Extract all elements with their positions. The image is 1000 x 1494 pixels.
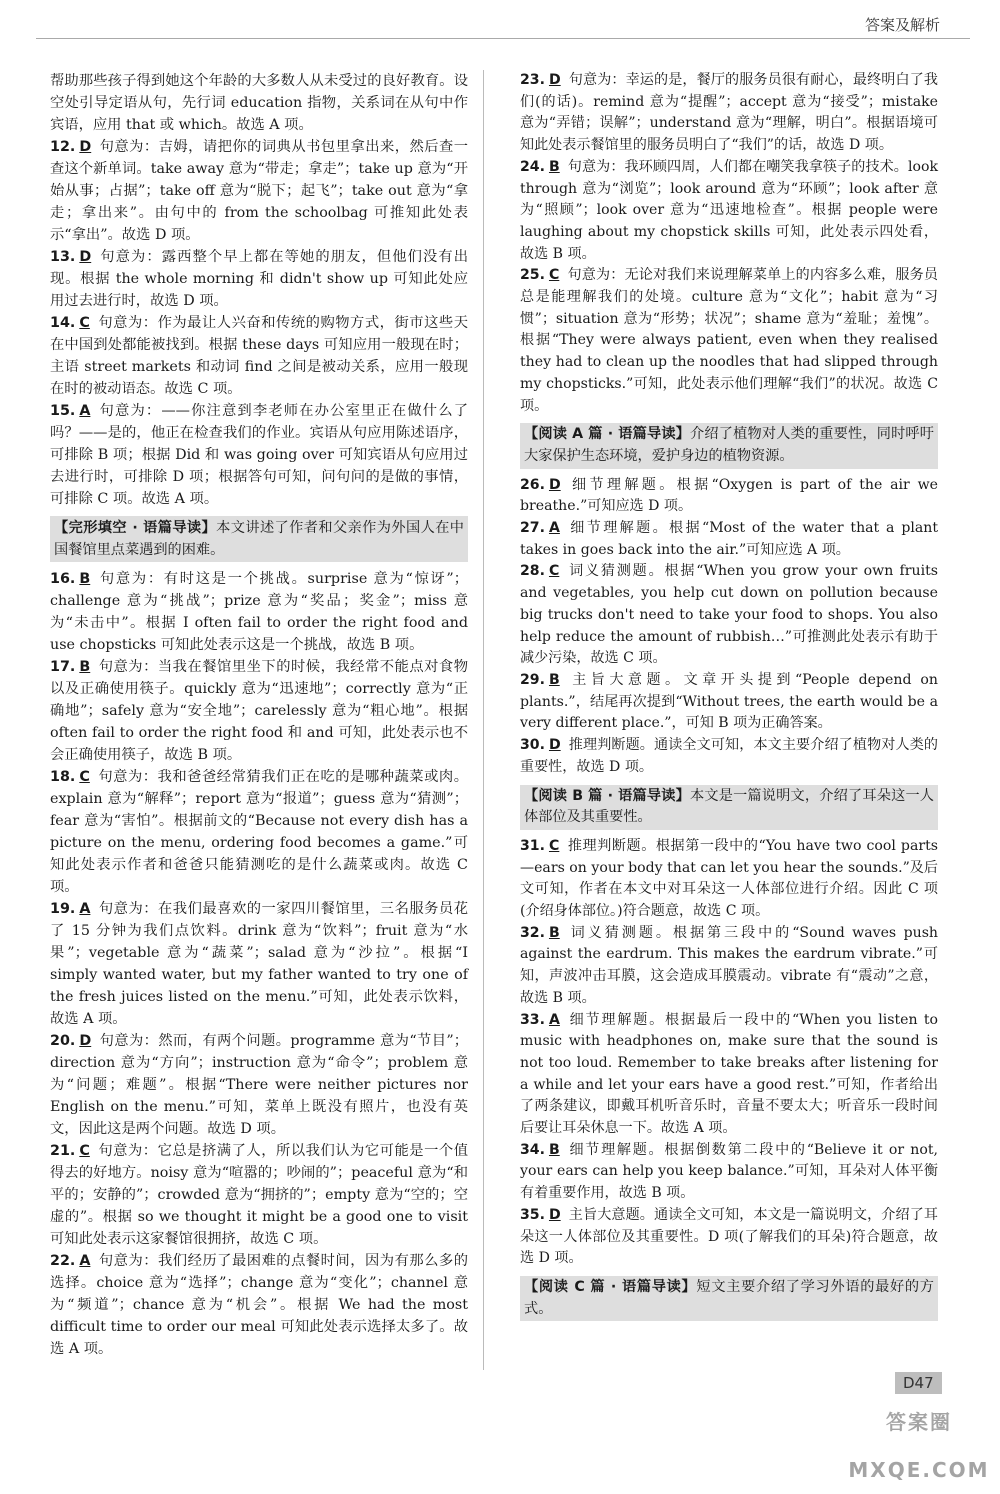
question-number: 21.	[50, 1143, 76, 1159]
left-answer-list-b	[50, 568, 468, 1360]
answer-letter: D	[79, 249, 92, 265]
answer-letter: A	[79, 1253, 91, 1269]
continuation-text: 帮助那些孩子得到她这个年龄的大多数人从未受过的良好教育。设空处引导定语从句，先行词 education 指物，关系词在从句中作宾语，应用 that 或 which。故选 A 项。	[50, 73, 468, 133]
answer-item	[50, 1250, 468, 1360]
explanation-text: 句意为：无论对我们来说理解菜单上的内容多么难，服务员总是能理解我们的处境。culture 意为“文化”；habit 意为“习惯”；situation 意为“形势；状况”；shame 意为“羞耻；羞愧”。根据“They were always patient, even when they realised they had to clean up the noodles that had slipped through my chopsticks.”可知，此处表示他们理解“我们”的状况。故选 C 项。	[520, 267, 938, 414]
answer-letter: D	[548, 72, 561, 88]
answer-letter: C	[79, 315, 90, 331]
answer-item	[50, 312, 468, 400]
question-number: 20.	[50, 1033, 76, 1049]
question-number: 22.	[50, 1253, 76, 1269]
guide-text: 短文主要介绍了学习外语的最好的方式。	[524, 1278, 934, 1317]
answer-letter: D	[548, 476, 561, 493]
answer-item	[520, 1010, 938, 1140]
answer-letter: A	[548, 1011, 560, 1028]
answer-item	[520, 836, 938, 923]
explanation-text: 句意为：我和爸爸经常猜我们正在吃的是哪种蔬菜或肉。explain 意为“解释”；report 意为“报道”；guess 意为“猜测”；fear 意为“害怕”。根据前文的“Because not every dish has a picture on the menu, ordering food becomes a game.”可知此处表示作者和爸爸只能猜测吃的是什么蔬菜或肉。故选 C 项。	[50, 769, 468, 895]
question-number: 16.	[50, 571, 76, 587]
explanation-text: 细节理解题。根据“Oxygen is part of the air we breathe.”可知应选 D 项。	[520, 476, 938, 515]
question-number: 18.	[50, 769, 76, 785]
explanation-text: 细节理解题。根据“Most of the water that a plant takes in goes back into the air.”可知应选 A 项。	[520, 520, 938, 558]
answer-item	[520, 1205, 938, 1270]
explanation-text: 句意为：露西整个早上都在等她的朋友，但他们没有出现。根据 the whole morning 和 didn't show up 可知此处应用过去进行时，故选 D 项。	[50, 249, 468, 309]
answer-item	[50, 656, 468, 766]
watermark-logo: 答案圈 MXQE.COM	[848, 1410, 990, 1482]
answer-item	[520, 670, 938, 735]
question-number: 17.	[50, 659, 76, 675]
answer-item	[520, 735, 938, 778]
question-number: 13.	[50, 249, 76, 265]
answer-item	[520, 475, 938, 518]
guide-tag: 【阅读 B 篇 · 语篇导读】	[524, 787, 690, 804]
answer-letter: B	[548, 671, 560, 688]
guide-text: 介绍了植物对人类的重要性，同时呼吁大家保护生态环境，爱护身边的植物资源。	[524, 426, 934, 464]
answer-letter: B	[79, 571, 91, 587]
answer-letter: B	[548, 158, 560, 175]
question-number: 15.	[50, 403, 76, 419]
answer-item	[50, 1140, 468, 1250]
guide-tag: 【阅读 C 篇 · 语篇导读】	[524, 1278, 697, 1295]
answer-letter: B	[548, 924, 560, 941]
question-number: 14.	[50, 315, 76, 331]
answer-letter: B	[79, 659, 91, 675]
answer-item	[520, 1140, 938, 1205]
answer-letter: C	[548, 267, 560, 284]
explanation-text: 主旨大意题。文章开头提到“People depend on plants.”，结尾再次提到“Without trees, the earth would be a very different place.”，可知 B 项为正确答案。	[520, 671, 938, 732]
answer-item	[520, 518, 938, 561]
answer-letter: A	[548, 520, 560, 537]
answer-letter: D	[548, 1206, 561, 1223]
answer-item	[520, 70, 938, 157]
question-number: 35.	[520, 1206, 545, 1223]
answer-letter: C	[548, 837, 560, 854]
question-number: 19.	[50, 901, 76, 917]
column-divider	[483, 70, 484, 1370]
question-number: 33.	[520, 1011, 545, 1028]
page-number: D47	[895, 1372, 942, 1394]
explanation-text: 句意为：当我在餐馆里坐下的时候，我经常不能点对食物以及正确使用筷子。quickly 意为“迅速地”；correctly 意为“正确地”；safely 意为“安全地”；carelessly 意为“粗心地”。根据 often fail to order the right food 和 and 可知，此处表示也不会正确使用筷子，故选 B 项。	[50, 659, 468, 763]
question-number: 28.	[520, 563, 545, 580]
explanation-text: 推理判断题。根据第一段中的“You have two cool parts—ears on your body that can let you hear the sounds.”及后文可知，作者在本文中对耳朵这一人体部位进行介绍。因此 C 项(介绍身体部位。)符合题意，故选 C 项。	[520, 837, 938, 920]
explanation-text: 主旨大意题。通读全文可知，本文是一篇说明文，介绍了耳朵这一人体部位及其重要性。D 项(了解我们的耳朵)符合题意，故选 D 项。	[520, 1206, 938, 1267]
question-number: 12.	[50, 139, 76, 155]
question-number: 24.	[520, 158, 545, 175]
answer-letter: A	[79, 403, 91, 419]
guide-tag: 【完形填空 · 语篇导读】	[54, 520, 217, 536]
explanation-text: 句意为：我们经历了最困难的点餐时间，因为有那么多的选择。choice 意为“选择”；change 意为“变化”；channel 意为“频道”；chance 意为“机会”。根据 We had the most difficult time to order our meal 可知此处表示选择太多了。故选 A 项。	[50, 1253, 468, 1357]
answer-letter: C	[79, 769, 90, 785]
answer-letter: C	[79, 1143, 90, 1159]
explanation-text: 句意为：然而，有两个问题。programme 意为“节目”；direction 意为“方向”；instruction 意为“命令”；problem 意为“问题；难题”。根据“There were neither pictures nor English on the menu.”可知，菜单上既没有照片，也没有英文，因此这是两个问题。故选 D 项。	[50, 1033, 468, 1137]
explanation-text: 句意为：吉姆，请把你的词典从书包里拿出来，然后查一查这个新单词。take away 意为“带走；拿走”；take up 意为“开始从事；占据”；take off 意为“脱下；起飞”；take out 意为“拿走；拿出来”。由句中的 from the schoolbag 可推知此处表示“拿出”。故选 D 项。	[50, 139, 468, 243]
right-answer-list-c	[520, 836, 938, 1270]
answer-item	[50, 136, 468, 246]
reading-b-guide	[520, 785, 938, 830]
answer-item	[50, 568, 468, 656]
guide-text: 本文是一篇说明文，介绍了耳朵这一人体部位及其重要性。	[524, 787, 934, 826]
question-number: 23.	[520, 72, 545, 88]
answer-item	[50, 766, 468, 898]
answer-item	[50, 898, 468, 1030]
question-number: 25.	[520, 267, 545, 284]
guide-text: 本文讲述了作者和父亲作为外国人在中国餐馆里点菜遇到的困难。	[54, 520, 464, 558]
answer-item	[520, 923, 938, 1010]
answer-letter: B	[548, 1141, 560, 1158]
explanation-text: 句意为：在我们最喜欢的一家四川餐馆里，三名服务员花了 15 分钟为我们点饮料。drink 意为“饮料”；fruit 意为“水果”；vegetable 意为“蔬菜”；salad 意为“沙拉”。根据“I simply wanted water, but my father wanted to try one of the fresh juices listed on the menu.”可知，此处表示饮料，故选 A 项。	[50, 901, 468, 1027]
explanation-text: 句意为：我环顾四周，人们都在嘲笑我拿筷子的技术。look through 意为“浏览”；look around 意为“环顾”；look after 意为“照顾”；look over 意为“迅速地检查”。根据 people were laughing about my chopstick skills 可知，此处表示四处看，故选 B 项。	[520, 158, 938, 262]
question-number: 26.	[520, 476, 545, 493]
answer-letter: A	[79, 901, 91, 917]
explanation-text: 推理判断题。通读全文可知，本文主要介绍了植物对人类的重要性，故选 D 项。	[520, 737, 938, 775]
right-answer-list-a	[520, 70, 938, 417]
left-answer-list-a	[50, 136, 468, 510]
answer-letter: D	[79, 1033, 92, 1049]
right-column	[520, 70, 938, 1327]
question-number: 31.	[520, 837, 545, 854]
page-header-title: 答案及解析	[864, 16, 940, 34]
question-number: 27.	[520, 520, 545, 537]
guide-tag: 【阅读 A 篇 · 语篇导读】	[524, 426, 691, 443]
explanation-text: 句意为：作为最让人兴奋和传统的购物方式，街市这些天在中国到处都能被找到。根据 these days 可知应用一般现在时；主语 street markets 和动词 find 之间是被动关系，应用一般现在时的被动语态。故选 C 项。	[50, 315, 468, 397]
explanation-text: 句意为：幸运的是，餐厅的服务员很有耐心，最终明白了我们(的话)。remind 意为“提醒”；accept 意为“接受”；mistake 意为“弄错；误解”；understand 意为“理解，明白”。根据语境可知此处表示餐馆里的服务员明白了“我们”的话，故选 D 项。	[520, 72, 938, 154]
answer-letter: C	[548, 563, 560, 580]
explanation-text: 句意为：——你注意到李老师在办公室里正在做什么了吗？——是的，他正在检查我们的作业。宾语从句应用陈述语序，可排除 B 项；根据 Did 和 was going over 可知宾语从句应用过去进行时，可排除 D 项；根据答句可知，问句问的是做的事情，可排除 C 项。故选 A 项。	[50, 403, 468, 507]
question-number: 34.	[520, 1141, 545, 1158]
explanation-text: 词义猜测题。根据“When you grow your own fruits and vegetables, you help cut down on pollution because big trucks don't need to take your food to shops. You also help reduce the amount of rubbish…”可推测此处表示有助于减少污染，故选 C 项。	[520, 563, 938, 667]
answer-item	[50, 400, 468, 510]
reading-c-guide	[520, 1276, 938, 1321]
answer-item	[520, 265, 938, 417]
header-rule	[36, 38, 970, 39]
answer-item	[50, 246, 468, 312]
answer-item	[50, 1030, 468, 1140]
answer-letter: D	[548, 737, 561, 754]
question-number: 30.	[520, 737, 545, 754]
explanation-text: 词义猜测题。根据第三段中的“Sound waves push against the eardrum. This makes the eardrum vibrate.”可知，声波冲击耳膜，这会造成耳膜震动。vibrate 有“震动”之意，故选 B 项。	[520, 924, 938, 1006]
question-number: 32.	[520, 924, 545, 941]
right-answer-list-b	[520, 475, 938, 779]
explanation-text: 句意为：它总是挤满了人，所以我们认为它可能是一个值得去的好地方。noisy 意为“喧嚣的；吵闹的”；peaceful 意为“和平的；安静的”；crowded 意为“拥挤的”；empty 意为“空的；空虚的”。根据 so we thought it might be a good one to visit 可知此处表示这家餐馆很拥挤，故选 C 项。	[50, 1143, 468, 1247]
explanation-text: 细节理解题。根据最后一段中的“When you listen to music with headphones on, make sure that the sound is not too loud. Remember to take breaks after listening for a while and let your ears have a good rest.”可知，作者给出了两条建议，即戴耳机听音乐时，音量不要太大；听音乐一段时间后要让耳朵休息一下。故选 A 项。	[520, 1011, 938, 1137]
explanation-text: 句意为：有时这是一个挑战。surprise 意为“惊讶”；challenge 意为“挑战”；prize 意为“奖品；奖金”；miss 意为“未击中”。根据 I often fail to order the right food and use chopsticks 可知此处表示这是一个挑战，故选 B 项。	[50, 571, 468, 653]
reading-a-guide	[520, 423, 938, 468]
answer-letter: D	[79, 139, 92, 155]
question-number: 29.	[520, 671, 545, 688]
left-column	[50, 70, 468, 1360]
cloze-guide	[50, 516, 468, 562]
answer-item	[520, 561, 938, 670]
answer-item	[520, 157, 938, 266]
explanation-text: 细节理解题。根据倒数第二段中的“Believe it or not, your ears can help you keep balance.”可知，耳朵对人体平衡有着重要作用，故选 B 项。	[520, 1141, 938, 1202]
